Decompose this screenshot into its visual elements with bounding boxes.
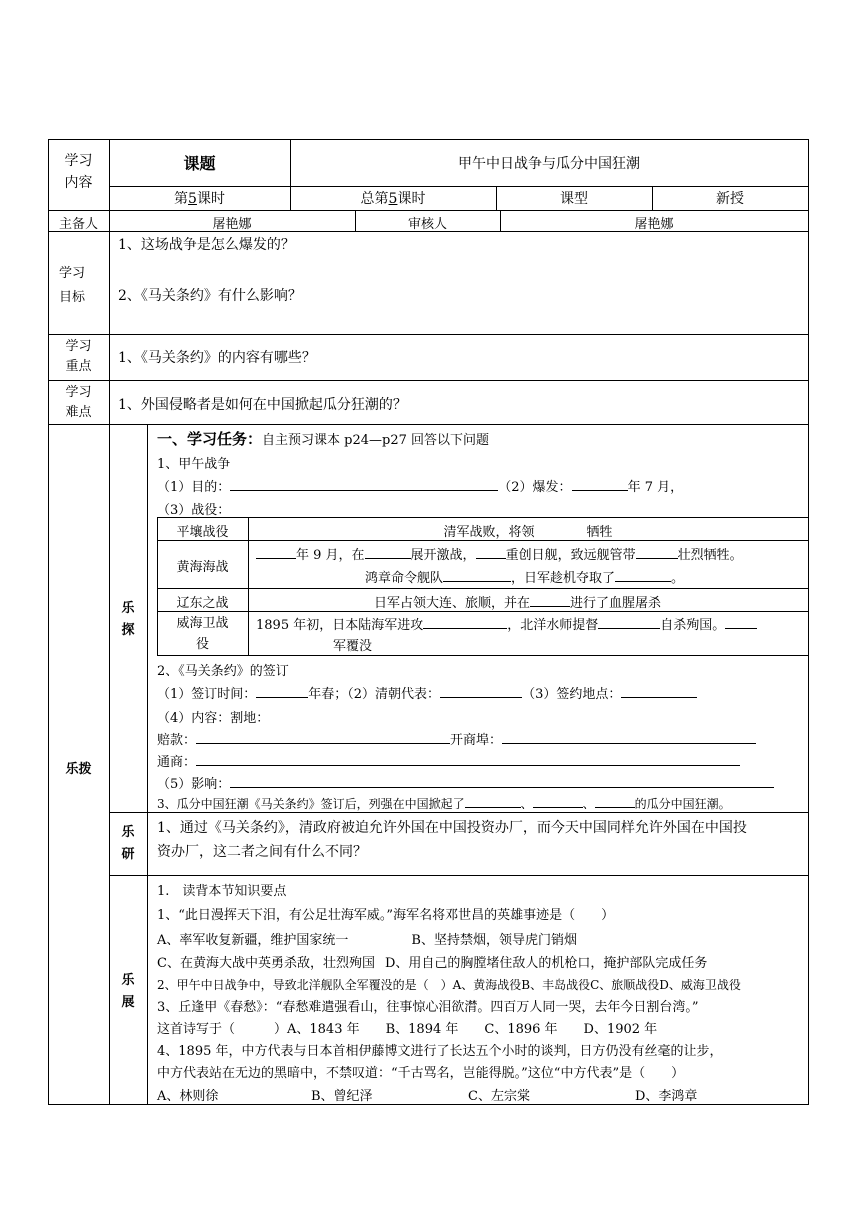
label-zhubeiren: 主备人	[58, 217, 98, 232]
lesson-type: 新授	[716, 191, 744, 207]
label-kexing: 课型	[560, 191, 588, 207]
label-shenheren: 审核人	[407, 217, 447, 232]
battle-text-liaodong: 日军占领大连、旅顺，并在 进行了血腥屠杀	[374, 596, 662, 611]
task-heading: 一、学习任务：自主预习课本 p24—p27 回答以下问题	[157, 430, 490, 448]
q-trade: 通商：	[157, 751, 740, 770]
lezhan-q2: 2、甲午中日战争中，导致北洋舰队全军覆没的是（ ）A、黄海战役B、丰岛战役C、旅顺战役D、威海卫战役	[157, 978, 741, 992]
lesson-period: 第5课时	[174, 191, 225, 207]
difficulty-1: 1、外国侵略者是如何在中国掀起瓜分狂潮的？	[118, 397, 407, 413]
lezhan-q1-ab: A、率军收复新疆，维护国家统一 B、坚持禁烟，领导虎门销烟	[157, 933, 577, 948]
section-3: 3、瓜分中国狂潮《马关条约》签订后，列强在中国掀起了 、 、 的瓜分中国狂潮。	[157, 797, 731, 811]
q-signing: （1）签订时间： 年春；（2）清朝代表： （3）签约地点：	[157, 683, 697, 702]
label-keti: 课题	[183, 154, 216, 173]
battle-text-weihaiwei-1: 1895 年初，日本陆海军进攻 ，北洋水师提督 自杀殉国。	[256, 614, 757, 633]
leyan-q1: 1、通过《马关条约》，清政府被迫允许外国在中国投资办厂，而今天中国同样允许外国在中国投	[157, 820, 747, 836]
q-purpose-outbreak: （1）目的： （2）爆发： 年 7 月，	[157, 480, 684, 495]
goal-2: 2、《马关条约》有什么影响？	[118, 288, 302, 304]
battle-text-huanghai-2: 鸿章命令舰队 ，日军趁机夺取了 。	[365, 571, 685, 586]
lezhan-q4-line1: 4、1895 年，中方代表与日本首相伊藤博文进行了长达五个小时的谈判，日方仍没有丝毫的让步，	[157, 1044, 723, 1059]
lezhan-q1: 1、“此日漫挥天下泪，有公足壮海军威。”海军名将邓世昌的英雄事迹是（ ）	[157, 908, 615, 923]
q-content: （4）内容：割地：	[157, 711, 270, 726]
lezhan-q4-opt-d: D、李鸿章	[635, 1089, 698, 1104]
section-2-title: 2、《马关条约》的签订	[157, 664, 289, 679]
lezhan-q4-opt-c: C、左宗棠	[468, 1089, 530, 1104]
zhubeiren-name: 屠艳娜	[212, 217, 252, 232]
q-indemnity-ports: 赔款： 开商埠：	[157, 729, 756, 748]
lezhan-q4-opt-a: A、林则徐	[157, 1089, 219, 1104]
leyan-q2: 资办厂，这二者之间有什么不同？	[157, 844, 367, 860]
label-xuexi-neirong: 学习 内容	[64, 153, 93, 191]
battle-text-huanghai-1: 年 9 月，在 展开激战， 重创日舰，致远舰管带 壮烈牺牲。	[256, 544, 743, 563]
lesson-title: 甲午中日战争与瓜分中国狂潮	[458, 156, 640, 172]
lezhan-intro: 1. 读背本节知识要点	[157, 884, 287, 899]
goal-1: 1、这场战争是怎么爆发的？	[118, 237, 295, 253]
label-difficulty: 学习 难点	[65, 385, 92, 420]
total-period: 总第5课时	[360, 191, 426, 207]
shenheren-name: 屠艳娜	[634, 217, 674, 232]
lezhan-q1-cd: C、在黄海大战中英勇杀敌，壮烈殉国 D、用自己的胸膛堵住敌人的机枪口，掩护部队完成任务	[157, 956, 708, 971]
q-impact: （5）影响：	[157, 773, 774, 792]
lezhan-q3-line2: 这首诗写于（ ）A、1843 年 B、1894 年 C、1896 年 D、1902 年	[157, 1022, 658, 1037]
lezhan-q3-line1: 3、丘逢甲《春愁》：“春愁难遣强看山，往事惊心泪欲潸。四百万人同一哭，去年今日割台湾。”	[157, 1000, 699, 1015]
lezhan-q4-line2: 中方代表站在无边的黑暗中，不禁叹道：“千古骂名，岂能得脱。”这位“中方代表”是（ ）	[157, 1066, 685, 1081]
label-goals: 学习 目标	[58, 266, 85, 305]
battle-name-weihaiwei: 威海卫战 役	[176, 616, 229, 652]
label-focus: 学习 重点	[65, 339, 92, 374]
battle-text-weihaiwei-2: 军覆没	[333, 639, 373, 654]
battle-name-pingrang: 平壤战役	[176, 525, 229, 540]
battle-name-liaodong: 辽东之战	[176, 596, 229, 611]
focus-1: 1、《马关条约》的内容有哪些？	[118, 350, 316, 366]
label-lezhan: 乐 展	[121, 973, 135, 1010]
lezhan-q4-opt-b: B、曾纪泽	[311, 1089, 373, 1104]
label-letan: 乐 探	[121, 601, 135, 638]
battle-name-huanghai: 黄海海战	[176, 560, 229, 575]
section-1-title: 1、甲午战争	[157, 457, 231, 472]
battle-text-pingrang: 清军战败，将领 牺牲	[443, 525, 613, 540]
label-leyan: 乐 研	[121, 825, 135, 862]
label-lebo: 乐拨	[65, 762, 92, 777]
q-battles-title: （3）战役：	[157, 503, 231, 518]
